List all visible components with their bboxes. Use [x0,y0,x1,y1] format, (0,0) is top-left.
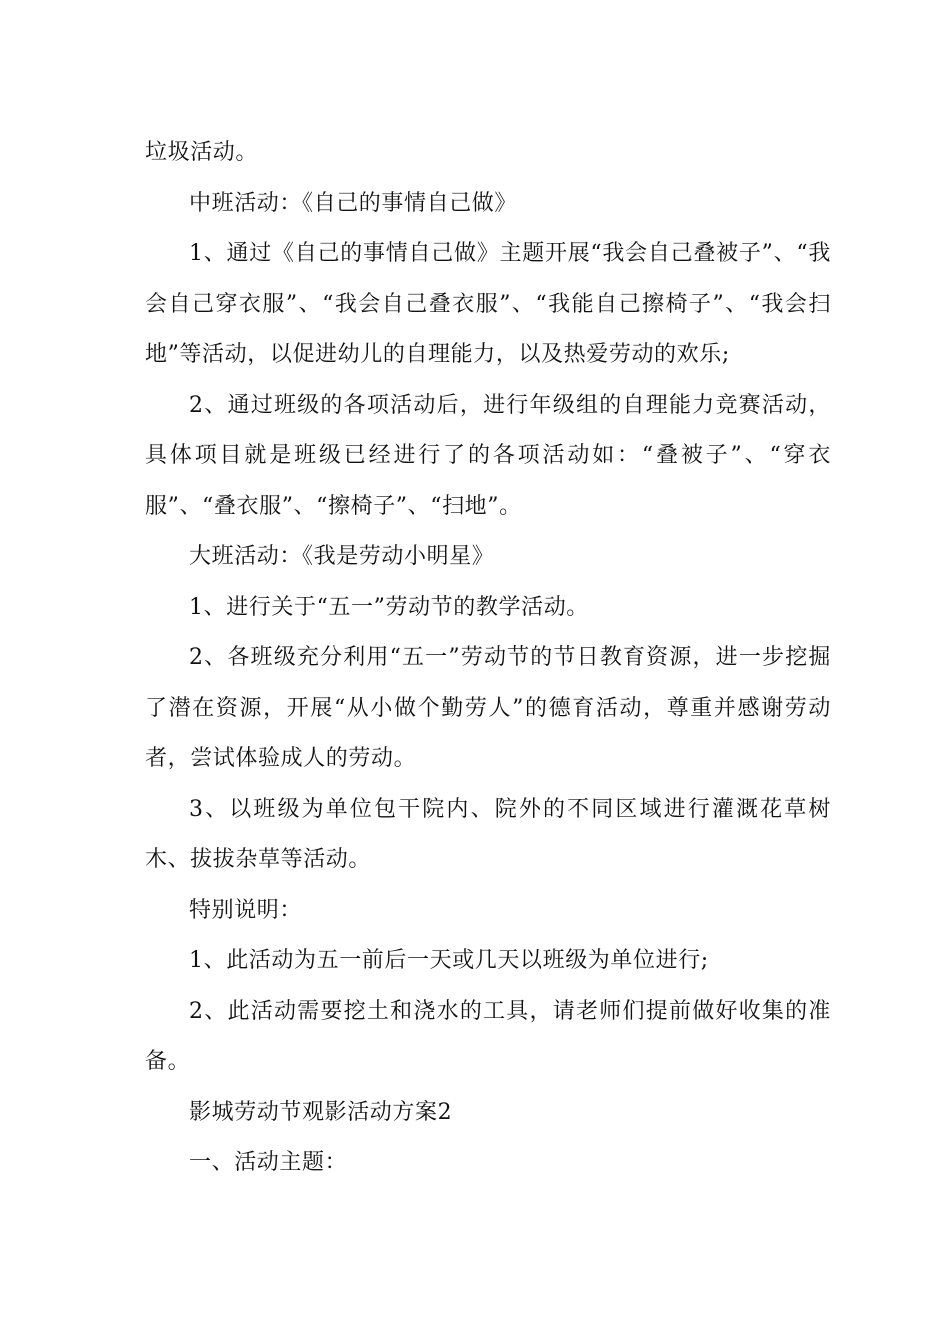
section-heading-activity-theme: 一、活动主题： [189,1150,348,1175]
paragraph-item: 1、通过《自己的事情自己做》主题开展“我会自己叠被子”、“我会自己穿衣服”、“我会自己叠衣服”、“我能自己擦椅子”、“我会扫地”等活动，以促进幼儿的自理能力，以及热爱劳动的欢乐; [145,241,831,367]
document-body [145,128,831,1189]
plan-title: 影城劳动节观影活动方案2 [189,1099,453,1125]
section-heading-special-notes: 特别说明： [189,897,303,923]
paragraph-item: 1、进行关于“五一”劳动节的教学活动。 [189,594,589,620]
paragraph-item: 1、此活动为五一前后一天或几天以班级为单位进行; [189,948,709,973]
paragraph-item: 2、各班级充分利用“五一”劳动节的节日教育资源，进一步挖掘了潜在资源，开展“从小做个勤劳人”的德育活动，尊重并感谢劳动者，尝试体验成人的劳动。 [145,645,831,771]
paragraph-item: 3、以班级为单位包干院内、院外的不同区域进行灌溉花草树木、拔拔杂草等活动。 [145,796,831,872]
section-heading-senior-class: 大班活动：《我是劳动小明星》 [189,544,495,569]
paragraph-continuation: 垃圾活动。 [145,140,259,165]
paragraph-item: 2、此活动需要挖土和浇水的工具，请老师们提前做好收集的准备。 [145,998,831,1074]
paragraph-item: 2、通过班级的各项活动后，进行年级组的自理能力竞赛活动，具体项目就是班级已经进行了的各项活动如：“叠被子”、“穿衣服”、“叠衣服”、“擦椅子”、“扫地”。 [145,392,831,519]
section-heading-middle-class: 中班活动：《自己的事情自己做》 [189,190,518,216]
